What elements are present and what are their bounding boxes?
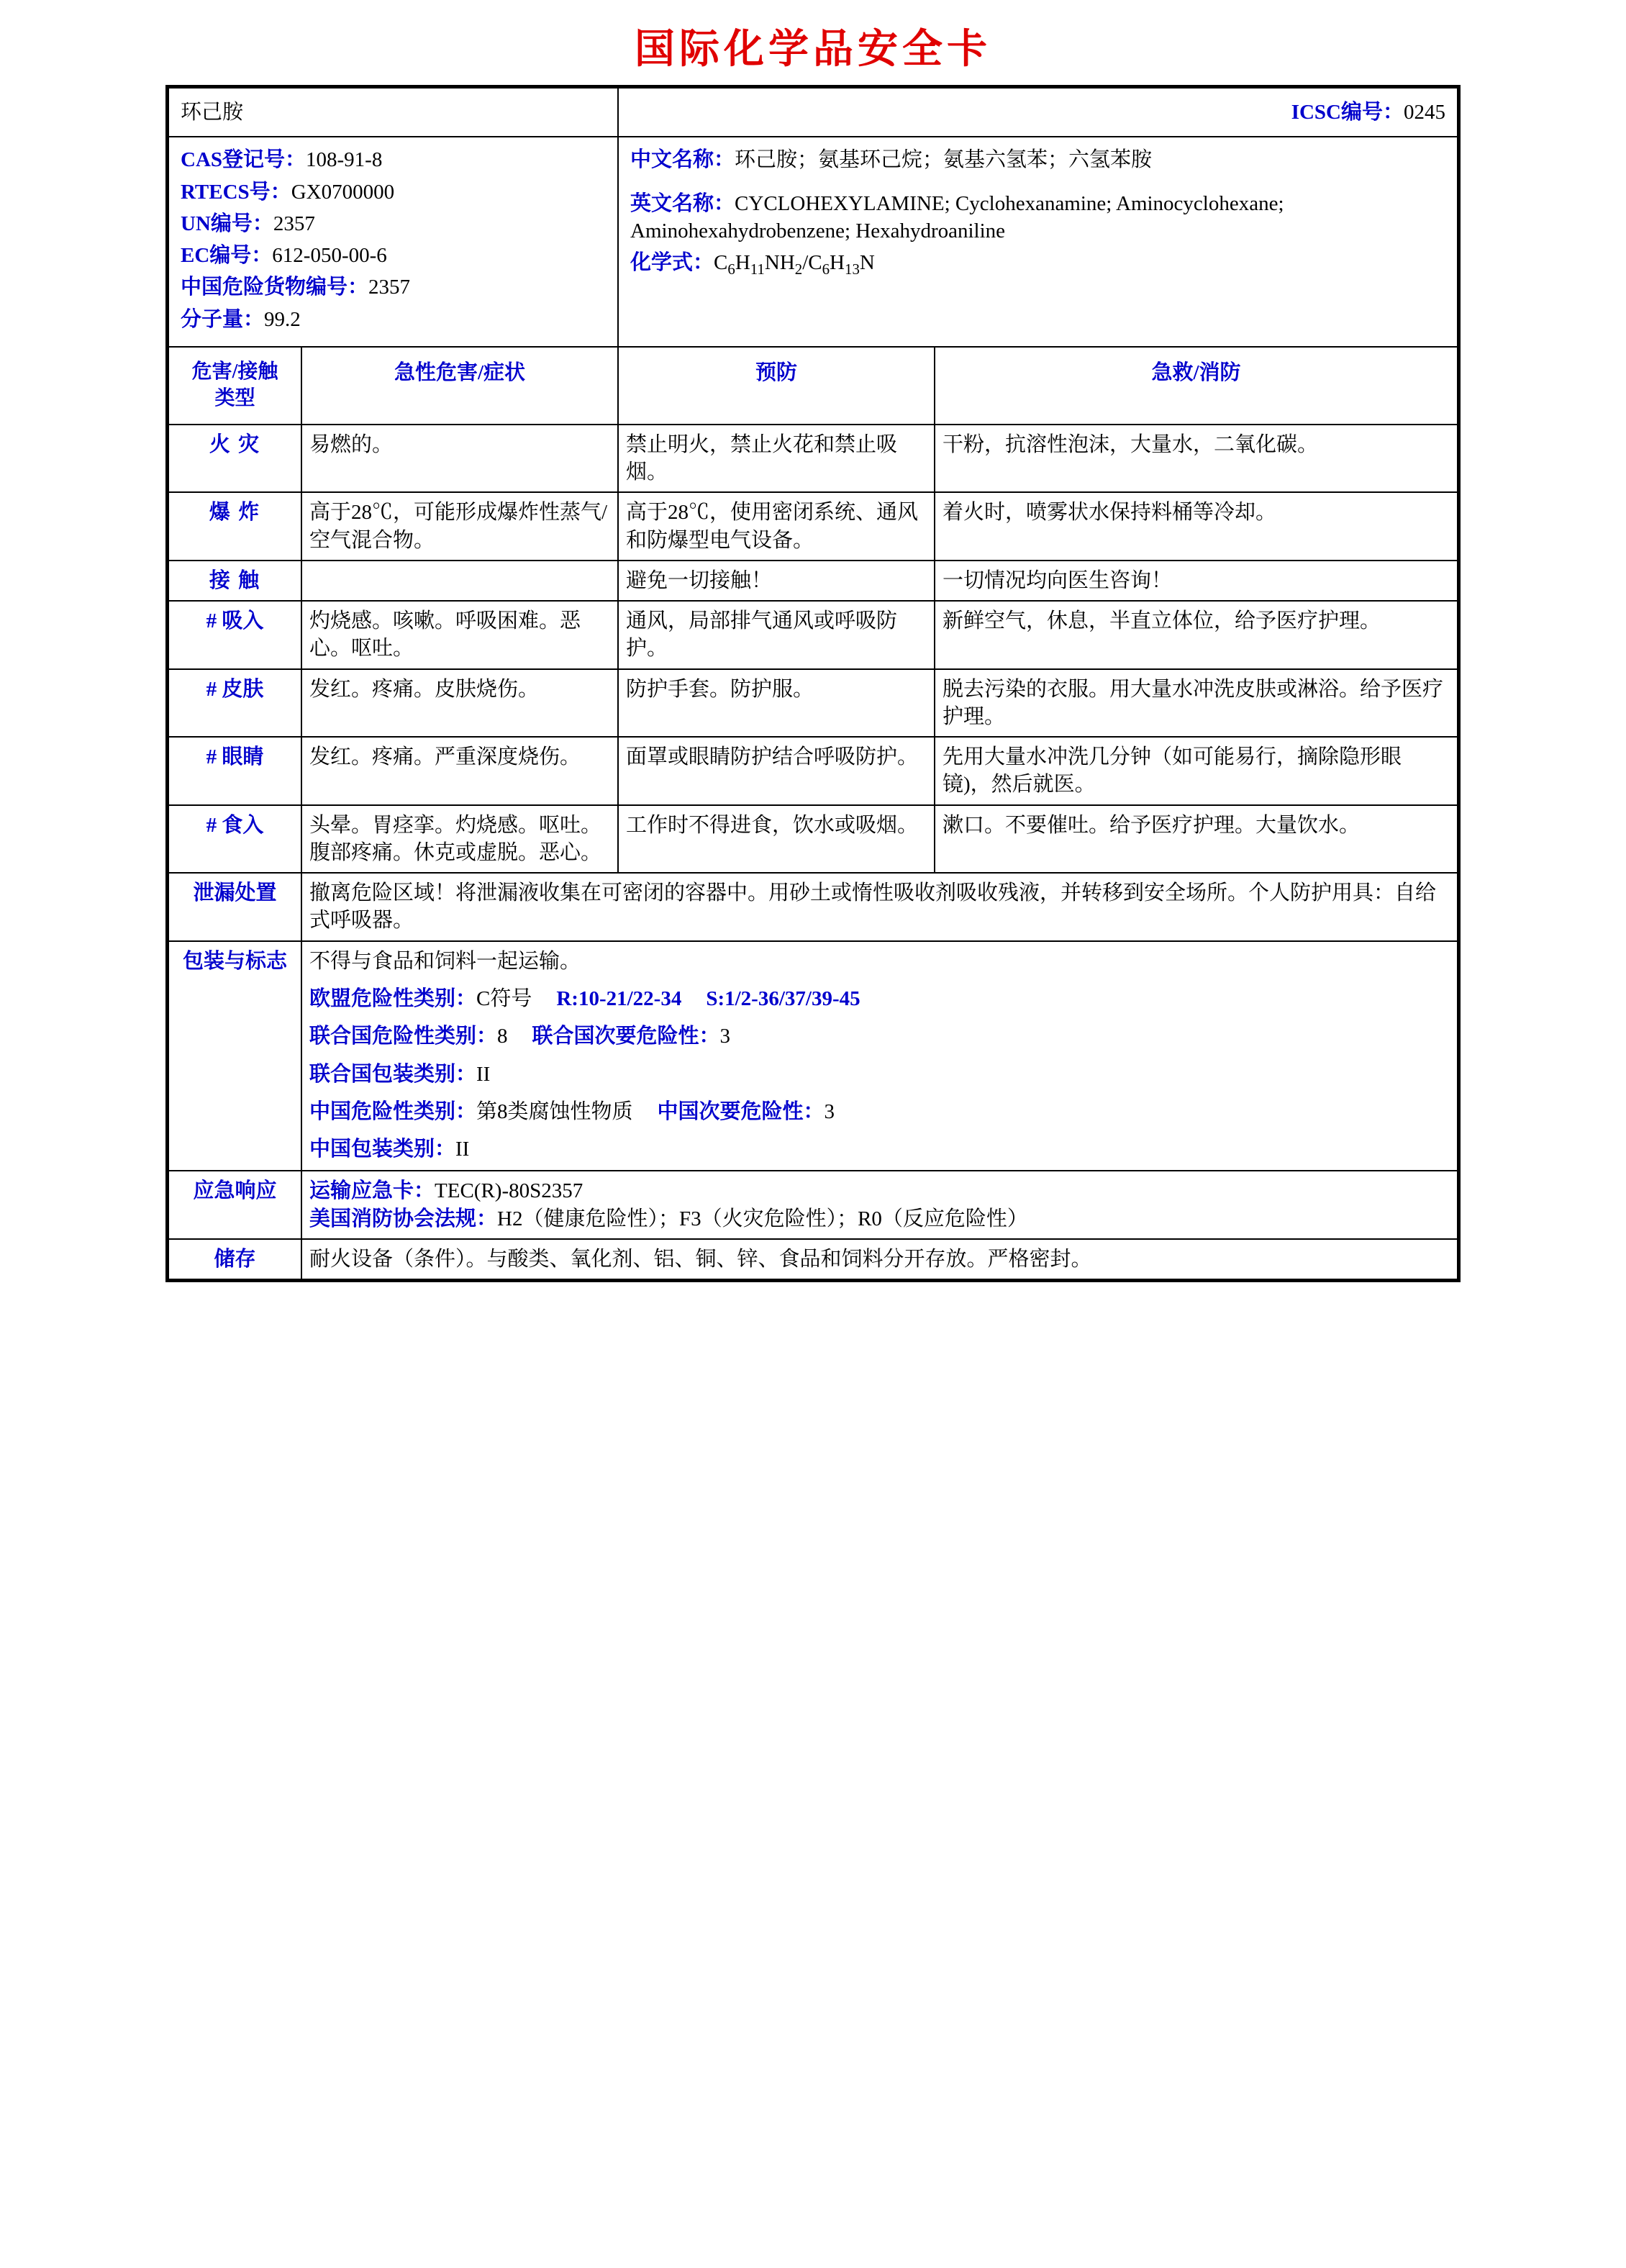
table-row	[168, 425, 1458, 493]
chinese-name-label: 中文名称：	[630, 148, 735, 172]
packaging-un-line	[309, 1022, 1450, 1050]
cn-goods-value: 2357	[368, 276, 411, 299]
page-title: 国际化学品安全卡	[635, 26, 991, 71]
chinese-name-value: 环己胺；氨基环己烷；氨基六氢苯；六氢苯胺	[735, 148, 1153, 172]
eu-class-label: 欧盟危险性类别：	[309, 987, 477, 1011]
col-header-prevention: 预防	[618, 347, 935, 425]
icsc-table	[168, 87, 1458, 1280]
col-header-hazards: 急性危害/症状	[301, 347, 618, 425]
nfpa-value: H2（健康危险性）；F3（火灾危险性）；R0（反应危险性）	[497, 1207, 1028, 1230]
cn-class-value: 第8类腐蚀性物质	[476, 1099, 633, 1123]
cas-value: 108-91-8	[306, 148, 383, 172]
exposure-prevention: 避免一切接触！	[618, 561, 935, 601]
un-packgroup-label: 联合国包装类别：	[309, 1062, 477, 1086]
eu-class-value: C符号	[476, 987, 532, 1011]
cas-line	[181, 146, 606, 173]
exposure-firstaid: 一切情况均向医生咨询！	[935, 561, 1458, 601]
col-header-firstaid: 急救/消防	[935, 347, 1458, 425]
rtecs-value: GX0700000	[291, 180, 395, 204]
packaging-eu-line	[309, 985, 1450, 1012]
emergency-content	[301, 1171, 1458, 1239]
inhalation-firstaid: 新鲜空气，休息，半直立体位，给予医疗护理。	[935, 601, 1458, 669]
identification-right	[618, 137, 1458, 347]
ingestion-prevention: 工作时不得进食，饮水或吸烟。	[618, 805, 935, 874]
row-label-spill: 泄漏处置	[168, 873, 301, 941]
identification-left	[168, 137, 618, 347]
substance-name: 环己胺	[168, 88, 618, 137]
un-label: UN编号：	[181, 212, 273, 235]
cn-class-label: 中国危险性类别：	[309, 1099, 477, 1123]
row-label-inhalation: # 吸入	[168, 601, 301, 669]
packaging-row	[168, 941, 1458, 1171]
molweight-value: 99.2	[264, 307, 301, 331]
eyes-prevention: 面罩或眼睛防护结合呼吸防护。	[618, 737, 935, 805]
formula-label: 化学式：	[630, 251, 714, 275]
eu-s-phrases: S:1/2-36/37/39-45	[706, 987, 860, 1011]
cas-label: CAS登记号：	[181, 148, 306, 172]
inhalation-prevention: 通风，局部排气通风或呼吸防护。	[618, 601, 935, 669]
formula-line	[630, 249, 1445, 279]
row-label-explosion: 爆 炸	[168, 492, 301, 561]
table-row	[168, 669, 1458, 738]
explosion-hazard: 高于28℃，可能形成爆炸性蒸气/空气混合物。	[301, 492, 618, 561]
eyes-hazard: 发红。疼痛。严重深度烧伤。	[301, 737, 618, 805]
cn-subrisk-value: 3	[824, 1099, 835, 1123]
fire-prevention: 禁止明火，禁止火花和禁止吸烟。	[618, 425, 935, 493]
col-header-type-line1: 危害/接触	[191, 360, 278, 383]
table-row	[168, 492, 1458, 561]
fire-firstaid: 干粉，抗溶性泡沫，大量水，二氧化碳。	[935, 425, 1458, 493]
ingestion-hazard: 头晕。胃痉挛。灼烧感。呕吐。腹部疼痛。休克或虚脱。恶心。	[301, 805, 618, 874]
storage-text: 耐火设备（条件）。与酸类、氧化剂、铝、铜、锌、食品和饲料分开存放。严格密封。	[301, 1239, 1458, 1279]
english-name-label: 英文名称：	[630, 191, 735, 215]
skin-prevention: 防护手套。防护服。	[618, 669, 935, 738]
rtecs-line	[181, 178, 606, 206]
molweight-line	[181, 306, 606, 333]
skin-firstaid: 脱去污染的衣服。用大量水冲洗皮肤或淋浴。给予医疗护理。	[935, 669, 1458, 738]
ec-label: EC编号：	[181, 244, 273, 268]
un-class-label: 联合国危险性类别：	[309, 1025, 498, 1048]
icsc-number: 0245	[1404, 101, 1445, 124]
inhalation-hazard: 灼烧感。咳嗽。呼吸困难。恶心。呕吐。	[301, 601, 618, 669]
ec-line	[181, 242, 606, 269]
row-label-emergency: 应急响应	[168, 1171, 301, 1239]
un-subrisk-label: 联合国次要危险性：	[532, 1025, 720, 1048]
icsc-label: ICSC编号：	[1291, 101, 1404, 124]
col-header-type-line2: 类型	[214, 386, 255, 409]
un-line	[181, 210, 606, 237]
nfpa-label: 美国消防协会法规：	[309, 1207, 498, 1230]
chinese-name-line	[630, 146, 1445, 173]
col-header-type	[168, 347, 301, 425]
spill-row	[168, 873, 1458, 941]
tec-line	[309, 1177, 1450, 1205]
eu-r-phrases: R:10-21/22-34	[556, 987, 682, 1011]
english-name-value: CYCLOHEXYLAMINE; Cyclohexanamine; Aminocyclohexane; Aminohexahydrobenzene; Hexahydroaniline	[630, 191, 1284, 242]
emergency-row	[168, 1171, 1458, 1239]
row-label-skin: # 皮肤	[168, 669, 301, 738]
row-label-packaging: 包装与标志	[168, 941, 301, 1171]
row-label-exposure: 接 触	[168, 561, 301, 601]
identification-row	[168, 137, 1458, 347]
explosion-firstaid: 着火时，喷雾状水保持料桶等冷却。	[935, 492, 1458, 561]
skin-hazard: 发红。疼痛。皮肤烧伤。	[301, 669, 618, 738]
packaging-content	[301, 941, 1458, 1171]
eyes-firstaid: 先用大量水冲洗几分钟（如可能易行，摘除隐形眼镜)，然后就医。	[935, 737, 1458, 805]
column-header-row	[168, 347, 1458, 425]
tec-value: TEC(R)-80S2357	[435, 1179, 583, 1203]
cn-packgroup-value: II	[455, 1138, 470, 1161]
icsc-number-cell	[618, 88, 1458, 137]
cn-subrisk-label: 中国次要危险性：	[657, 1099, 825, 1123]
formula-value: $C_6H_{11}NH_2/C_6H_{13}N$	[714, 251, 875, 278]
storage-row	[168, 1239, 1458, 1279]
ingestion-firstaid: 漱口。不要催吐。给予医疗护理。大量饮水。	[935, 805, 1458, 874]
packaging-cn-line	[309, 1098, 1450, 1125]
molweight-label: 分子量：	[181, 307, 265, 331]
un-subrisk-value: 3	[719, 1025, 731, 1048]
row-label-eyes: # 眼睛	[168, 737, 301, 805]
fire-hazard: 易燃的。	[301, 425, 618, 493]
packaging-un-pack-line	[309, 1061, 1450, 1088]
card-header-row	[168, 88, 1458, 137]
icsc-card	[165, 85, 1461, 1282]
table-row	[168, 737, 1458, 805]
ec-value: 612-050-00-6	[272, 244, 387, 268]
cn-goods-label: 中国危险货物编号：	[181, 276, 369, 299]
table-row	[168, 561, 1458, 601]
un-value: 2357	[273, 212, 315, 235]
table-row	[168, 805, 1458, 874]
row-label-ingestion: # 食入	[168, 805, 301, 874]
row-label-fire: 火 灾	[168, 425, 301, 493]
row-label-storage: 储存	[168, 1239, 301, 1279]
tec-label: 运输应急卡：	[309, 1179, 435, 1203]
un-packgroup-value: II	[476, 1062, 491, 1086]
cn-packgroup-label: 中国包装类别：	[309, 1138, 456, 1161]
un-class-value: 8	[497, 1025, 508, 1048]
packaging-transport-note: 不得与食品和饲料一起运输。	[309, 949, 581, 973]
table-row	[168, 601, 1458, 669]
english-name-line	[630, 190, 1445, 245]
packaging-cn-pack-line	[309, 1135, 1450, 1163]
exposure-hazard	[301, 561, 618, 601]
cn-goods-line	[181, 273, 606, 301]
nfpa-line	[309, 1205, 1450, 1233]
rtecs-label: RTECS号：	[181, 180, 291, 204]
explosion-prevention: 高于28℃，使用密闭系统、通风和防爆型电气设备。	[618, 492, 935, 561]
spill-text: 撤离危险区域！将泄漏液收集在可密闭的容器中。用砂土或惰性吸收剂吸收残液，并转移到安全场所。个人防护用具：自给式呼吸器。	[301, 873, 1458, 941]
